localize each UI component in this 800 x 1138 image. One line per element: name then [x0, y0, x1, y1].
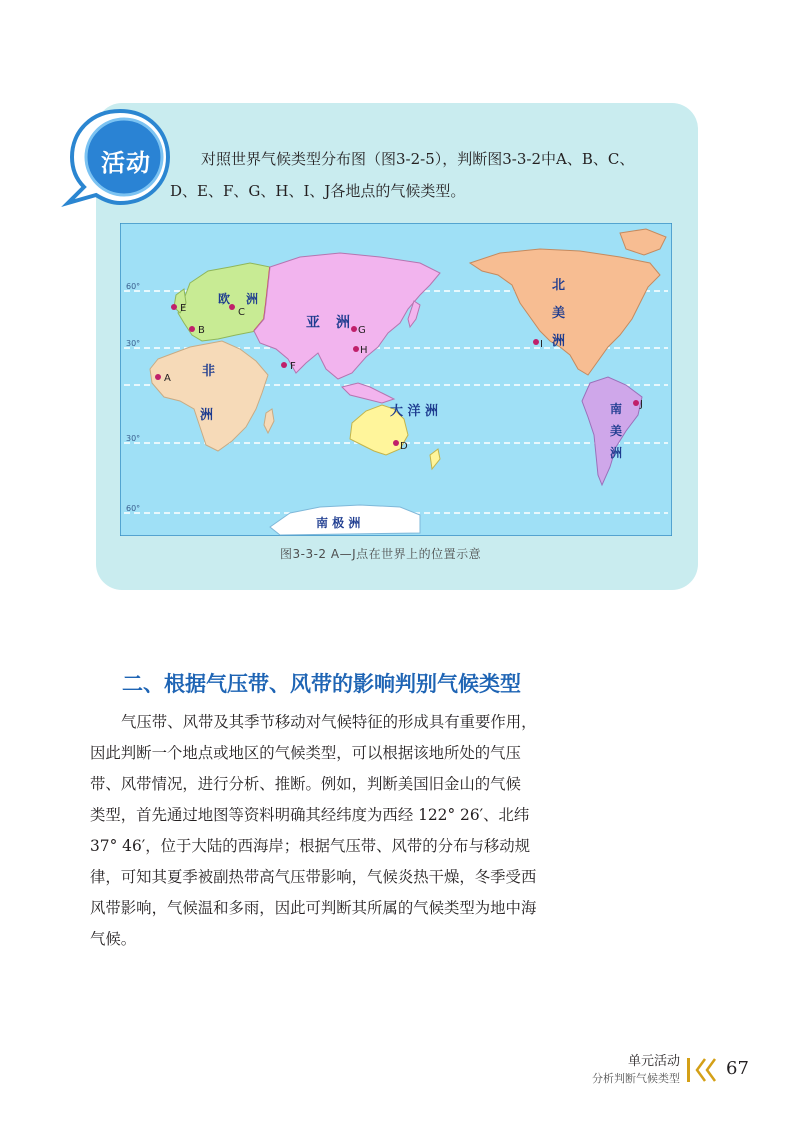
point-f-marker [281, 362, 287, 368]
point-f-label: F [290, 361, 296, 372]
point-e-marker [171, 304, 177, 310]
world-map [120, 223, 672, 536]
page-number: 67 [726, 1058, 749, 1079]
point-d-label: D [400, 441, 408, 452]
label-south-america-2: 美 [610, 424, 623, 438]
label-asia-2: 洲 [336, 315, 350, 331]
body-line-3: 带、风带情况，进行分析、推断。例如，判断美国旧金山的气候 [90, 775, 521, 793]
label-asia-1: 亚 [306, 315, 320, 331]
page-footer [592, 1053, 680, 1087]
point-a-label: A [164, 373, 171, 384]
lat-label-s30: 30° [126, 434, 141, 443]
label-africa-1: 非 [202, 364, 216, 379]
figure-caption: 图3-3-2 A—J点在世界上的位置示意 [280, 547, 482, 561]
body-line-1: 气压带、风带及其季节移动对气候特征的形成具有重要作用， [121, 713, 537, 731]
label-south-america-1: 南 [610, 402, 623, 416]
point-d-marker [393, 440, 399, 446]
point-i-marker [533, 339, 539, 345]
point-j-marker [633, 400, 639, 406]
point-g-marker [351, 326, 357, 332]
label-north-america-3: 洲 [552, 334, 566, 349]
body-line-2: 因此判断一个地点或地区的气候类型，可以根据该地所处的气压 [90, 744, 521, 762]
footer-subtitle: 分析判断气候类型 [592, 1072, 680, 1085]
label-north-america-1: 北 [552, 278, 566, 293]
label-europe-2: 洲 [246, 292, 259, 306]
body-paragraph [90, 707, 600, 955]
point-h-marker [353, 346, 359, 352]
label-antarctica: 南 极 洲 [316, 516, 361, 530]
activity-badge-label: 活动 [101, 149, 151, 177]
point-i-label: I [540, 339, 543, 350]
point-b-marker [189, 326, 195, 332]
point-h-label: H [360, 345, 368, 356]
activity-instructions [170, 143, 680, 207]
double-chevron-left-icon [685, 1056, 721, 1084]
label-south-america-3: 洲 [610, 446, 623, 460]
point-g-label: G [358, 325, 366, 336]
lat-label-s60: 60° [126, 504, 141, 513]
label-north-america-2: 美 [552, 306, 566, 321]
body-line-8: 气候。 [90, 930, 137, 948]
body-line-6: 律，可知其夏季被副热带高气压带影响，气候炎热干燥，冬季受西 [90, 868, 537, 886]
body-line-5: 37° 46′，位于大陆的西海岸；根据气压带、风带的分布与移动规 [90, 837, 531, 855]
point-b-label: B [198, 325, 205, 336]
activity-badge [60, 105, 172, 210]
label-africa-2: 洲 [200, 408, 214, 423]
body-line-7: 风带影响，气候温和多雨，因此可判断其所属的气候类型为地中海 [90, 899, 537, 917]
lat-label-n30: 30° [126, 339, 141, 348]
point-a-marker [155, 374, 161, 380]
point-c-marker [229, 304, 235, 310]
point-j-label: J [640, 399, 643, 410]
footer-unit-title: 单元活动 [627, 1054, 680, 1069]
point-e-label: E [180, 303, 187, 314]
point-c-label: C [238, 307, 245, 318]
activity-line-1: 对照世界气候类型分布图（图3-2-5），判断图3-3-2中A、B、C、 [201, 150, 635, 168]
lat-label-n60: 60° [126, 282, 141, 291]
label-europe-1: 欧 [218, 292, 231, 306]
section-title: 二、根据气压带、风带的影响判别气候类型 [122, 672, 521, 696]
body-line-4: 类型，首先通过地图等资料明确其经纬度为西经 122° 26′、北纬 [90, 806, 530, 824]
label-oceania: 大 洋 洲 [390, 404, 439, 419]
activity-line-2: D、E、F、G、H、I、J各地点的气候类型。 [170, 182, 466, 200]
